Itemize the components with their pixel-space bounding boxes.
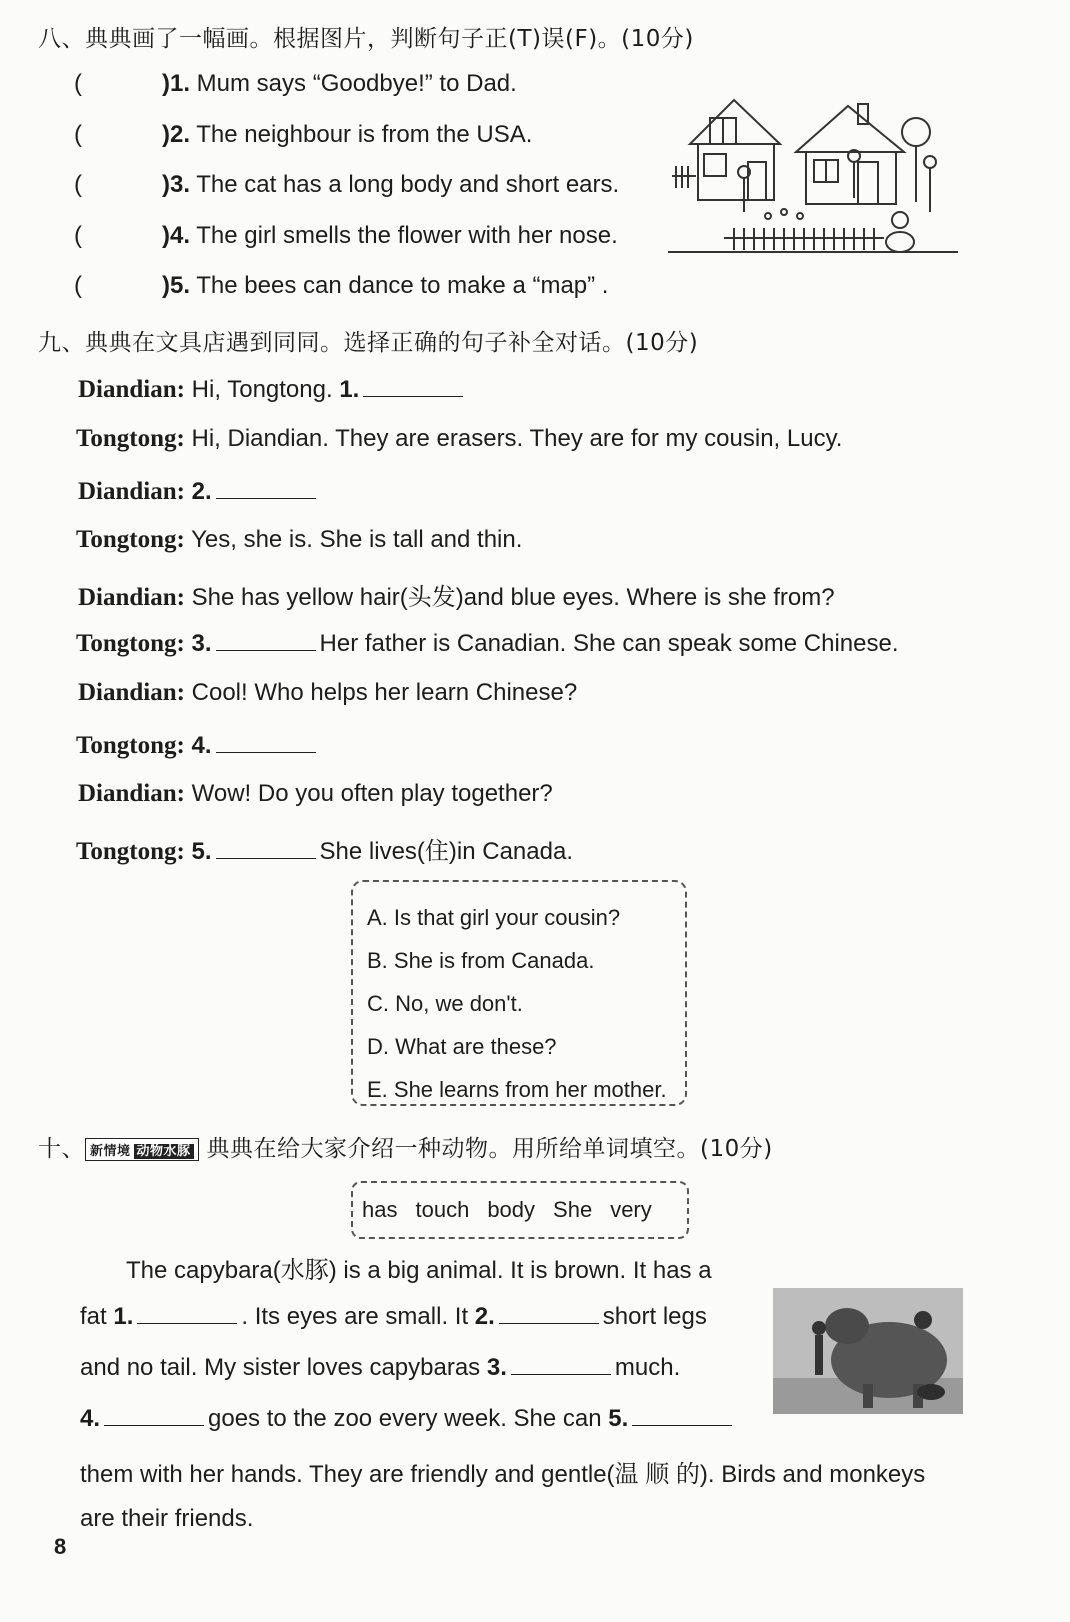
- line-text: Hi, Diandian. They are erasers. They are for my cousin, Lucy.: [184, 424, 843, 452]
- houses-illustration: [668, 92, 960, 264]
- blank-number: 5.: [191, 838, 212, 866]
- answer-paren[interactable]: (: [74, 120, 82, 148]
- speaker-name: Tongtong:: [76, 526, 185, 554]
- tf-item: [74, 121, 532, 149]
- blank-num-2: 2.: [474, 1303, 495, 1330]
- section10-title-row: [38, 1130, 773, 1163]
- blank-num-4: 4.: [80, 1405, 101, 1432]
- p3-text-a: and no tail. My sister loves capybaras: [80, 1354, 487, 1381]
- blank-number: 4.: [191, 731, 212, 759]
- dialogue-line: [78, 577, 835, 612]
- answer-paren[interactable]: (: [74, 221, 82, 249]
- p2-text-b: . Its eyes are small. It: [241, 1303, 475, 1330]
- item-number: )1.: [162, 70, 191, 97]
- p3-text-b: much.: [614, 1354, 681, 1381]
- line-text: [185, 838, 192, 865]
- option-e: E. She learns from her mother.: [367, 1077, 667, 1102]
- blank-number: 2.: [191, 477, 212, 505]
- speaker-name: Diandian:: [78, 584, 185, 612]
- page-number: 8: [54, 1534, 67, 1559]
- item-number: )5.: [162, 272, 191, 299]
- dialogue-line: [76, 730, 320, 760]
- dialogue-line: [76, 526, 522, 554]
- answer-blank-4[interactable]: [104, 1403, 204, 1426]
- line-text: [185, 732, 192, 759]
- statement-text: The neighbour is from the USA.: [190, 120, 533, 148]
- speaker-name: Diandian:: [78, 376, 185, 403]
- statement-text: The bees can dance to make a “map” .: [190, 272, 609, 299]
- context-tag: [85, 1138, 199, 1161]
- option-b: B. She is from Canada.: [367, 948, 595, 973]
- item-number: )3.: [162, 171, 191, 198]
- word-bank: [351, 1181, 689, 1239]
- speaker-name: Tongtong:: [76, 731, 185, 759]
- speaker-name: Diandian:: [78, 477, 185, 505]
- tf-item: [74, 70, 517, 98]
- line-text: [185, 630, 192, 657]
- dialogue-line: [78, 476, 320, 506]
- answer-blank[interactable]: [363, 374, 463, 397]
- answer-blank[interactable]: [216, 476, 316, 499]
- blank-number: 3.: [191, 630, 212, 657]
- option-c: C. No, we don't.: [367, 991, 523, 1016]
- p2-text-a: fat: [80, 1303, 114, 1330]
- capybara-photo: [773, 1288, 963, 1414]
- statement-text: The girl smells the flower with her nose.: [190, 221, 618, 249]
- dialogue-line: [78, 780, 553, 808]
- answer-paren[interactable]: (: [74, 272, 82, 299]
- speaker-name: Diandian:: [78, 780, 185, 808]
- blank-num-1: 1.: [113, 1303, 134, 1330]
- tag-topic: 动物水豚: [134, 1144, 194, 1159]
- line-text: Yes, she is. She is tall and thin.: [184, 526, 523, 554]
- para-line-5: them with her hands. They are friendly and gentle(温 顺 的). Birds and monkeys: [80, 1461, 926, 1488]
- section10-title: 典典在给大家介绍一种动物。用所给单词填空。(10分): [206, 1136, 773, 1162]
- line-text: Wow! Do you often play together?: [184, 780, 553, 808]
- tf-item: [74, 222, 618, 250]
- blank-num-5: 5.: [608, 1405, 629, 1432]
- word-body: body: [487, 1197, 536, 1222]
- option-a: A. Is that girl your cousin?: [367, 905, 621, 930]
- answer-blank-1[interactable]: [137, 1301, 237, 1324]
- p2-text-c: short legs: [602, 1303, 707, 1330]
- para-line-1: The capybara(水豚) is a big animal. It is brown. It has a: [126, 1257, 712, 1284]
- line-text: She has yellow hair(头发)and blue eyes. Where is she from?: [184, 584, 835, 612]
- line-text: Hi, Tongtong.: [184, 376, 340, 403]
- statement-text: The cat has a long body and short ears.: [190, 171, 620, 198]
- option-d: D. What are these?: [367, 1034, 557, 1059]
- section9-title: 九、典典在文具店遇到同同。选择正确的句子补全对话。(10分): [38, 330, 699, 356]
- line-text-after: She lives(住)in Canada.: [319, 838, 573, 866]
- blank-num-3: 3.: [486, 1354, 507, 1381]
- options-box: [351, 880, 687, 1106]
- answer-blank-5[interactable]: [632, 1403, 732, 1426]
- blank-number: 1.: [339, 376, 360, 403]
- answer-blank[interactable]: [216, 836, 316, 859]
- statement-text: Mum says “Goodbye!” to Dad.: [190, 70, 517, 97]
- word-very: very: [610, 1197, 652, 1222]
- speaker-name: Tongtong:: [76, 838, 185, 866]
- section8-title: 八、典典画了一幅画。根据图片，判断句子正(T)误(F)。(10分): [38, 26, 694, 52]
- answer-blank[interactable]: [216, 628, 316, 651]
- dialogue-line: [78, 679, 577, 707]
- tf-item: [74, 272, 608, 300]
- line-text: [185, 478, 192, 505]
- answer-blank[interactable]: [216, 730, 316, 753]
- word-she: She: [553, 1197, 593, 1222]
- para-line-4: [80, 1403, 736, 1433]
- dialogue-line: [76, 425, 842, 453]
- answer-blank-3[interactable]: [511, 1352, 611, 1375]
- speaker-name: Tongtong:: [76, 424, 185, 452]
- dialogue-line: [76, 831, 573, 866]
- answer-blank-2[interactable]: [499, 1301, 599, 1324]
- answer-paren[interactable]: (: [74, 171, 82, 198]
- line-text: Cool! Who helps her learn Chinese?: [184, 678, 578, 706]
- item-number: )2.: [162, 120, 191, 148]
- answer-paren[interactable]: (: [74, 70, 82, 97]
- line-text-after: Her father is Canadian. She can speak some Chinese.: [319, 630, 899, 657]
- item-number: )4.: [162, 221, 191, 249]
- word-touch: touch: [415, 1197, 470, 1222]
- para-line-2: [80, 1301, 707, 1331]
- dialogue-line: [78, 374, 467, 404]
- dialogue-line: [76, 628, 899, 658]
- word-has: has: [362, 1197, 398, 1222]
- p4-text: goes to the zoo every week. She can: [208, 1405, 609, 1432]
- section10-prefix: 十、: [38, 1136, 85, 1162]
- tag-label: 新情境: [90, 1144, 131, 1159]
- para-line-6: are their friends.: [80, 1505, 254, 1532]
- para-line-3: [80, 1352, 680, 1382]
- speaker-name: Diandian:: [78, 678, 185, 706]
- speaker-name: Tongtong:: [76, 630, 185, 657]
- tf-item: [74, 171, 619, 199]
